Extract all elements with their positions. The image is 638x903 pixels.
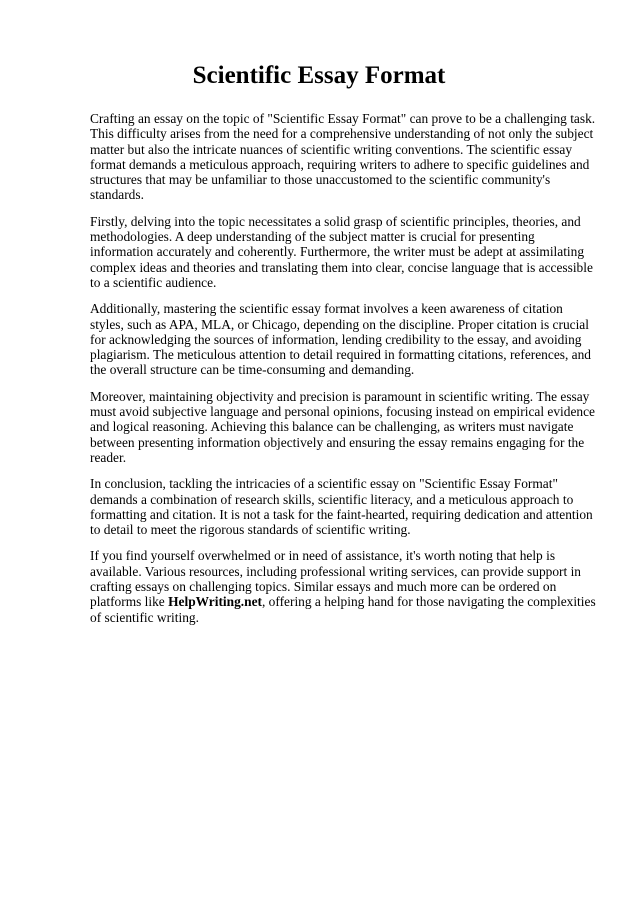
paragraph-additionally: Additionally, mastering the scientific essay format involves a keen awareness of citation styles, such as APA, MLA, or Chicago, depending on the discipline. Proper citation is crucial for acknowledging the sources of information, lending credibility to the essay, and avoiding plagiarism. The meticulous attention to detail required in formatting citations, references, and the overall structure can be time-consuming and demanding. — [90, 301, 591, 378]
document-title: Scientific Essay Format — [192, 62, 446, 89]
paragraph-assistance — [90, 548, 600, 624]
paragraph-moreover: Moreover, maintaining objectivity and precision is paramount in scientific writing. The essay must avoid subjective language and personal opinions, focusing instead on empirical evidence and logical reasoning. Achieving this balance can be challenging, as writers must navigate between presenting information objectively and ensuring the essay remains engaging for the reader. — [90, 388, 595, 465]
brand-name: HelpWriting.net — [168, 594, 262, 610]
document-body — [90, 111, 600, 636]
paragraph-conclusion: In conclusion, tackling the intricacies of a scientific essay on "Scientific Essay Format" demands a combination of research skills, scientific literacy, and a meticulous approach to formatting and citation. It is not a task for the faint-hearted, requiring dedication and attention to detail to meet the rigorous standards of scientific writing. — [90, 476, 593, 538]
assistance-text-after-brand: , offering a helping hand for those navigating the complexities of scientific writing. — [90, 594, 596, 625]
paragraph-intro: Crafting an essay on the topic of "Scientific Essay Format" can prove to be a challenging task. This difficulty arises from the need for a comprehensive understanding of not only the subject matter but also the intricate nuances of scientific writing conventions. The scientific essay format demands a meticulous approach, requiring writers to adhere to specific guidelines and structures that may be unfamiliar to those unaccustomed to the scientific community's standards. — [90, 111, 596, 203]
assistance-text-before-brand: If you find yourself overwhelmed or in need of assistance, it's worth noting that help is available. Various resources, including professional writing services, can provide support in crafting essays on challenging topics. Similar essays and much more can be ordered on platforms like — [90, 548, 581, 610]
paragraph-firstly: Firstly, delving into the topic necessitates a solid grasp of scientific principles, theories, and methodologies. A deep understanding of the subject matter is crucial for presenting information accurately and coherently. Furthermore, the writer must be adept at assimilating complex ideas and theories and translating them into clear, concise language that is accessible to a scientific audience. — [90, 213, 593, 290]
